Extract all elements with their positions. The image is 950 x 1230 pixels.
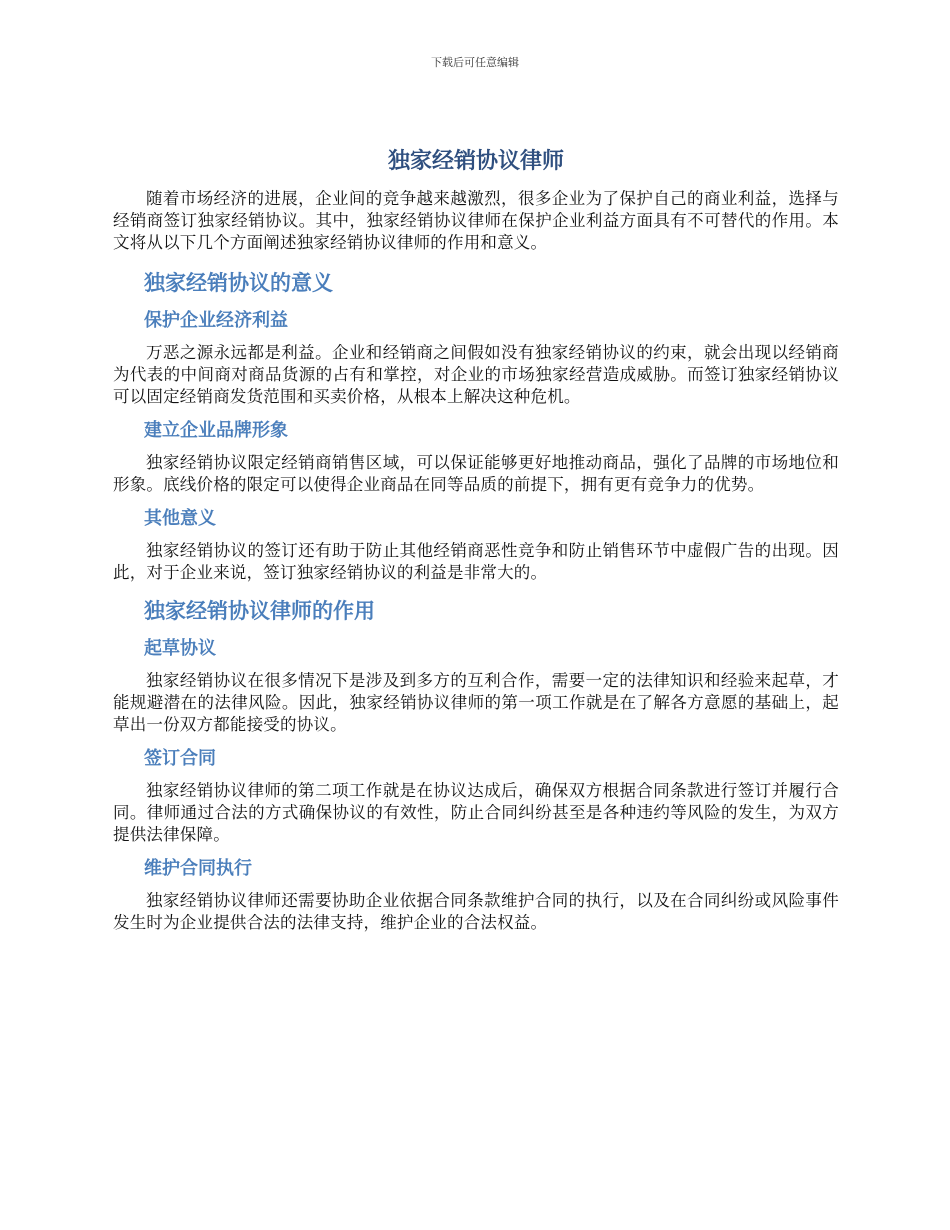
subsection-heading: 起草协议: [144, 638, 216, 659]
intro-paragraph: 随着市场经济的进展，企业间的竞争越来越激烈，很多企业为了保护自己的商业利益，选择与经销商签订独家经销协议。其中，独家经销协议律师在保护企业利益方面具有不可替代的作用。本文将从以下几个方面阐述独家经销协议律师的作用和意义。: [113, 189, 839, 252]
header-note: 下载后可任意编辑: [431, 56, 519, 69]
body-paragraph: 独家经销协议律师还需要协助企业依据合同条款维护合同的执行，以及在合同纠纷或风险事件发生时为企业提供合法的法律支持，维护企业的合法权益。: [113, 891, 839, 932]
subsection-heading: 建立企业品牌形象: [144, 420, 288, 441]
body-paragraph: 万恶之源永远都是利益。企业和经销商之间假如没有独家经销协议的约束，就会出现以经销商为代表的中间商对商品货源的占有和掌控，对企业的市场独家经营造成威胁。而签订独家经销协议可以固定经销商发货范围和买卖价格，从根本上解决这种危机。: [113, 343, 839, 406]
subsection-heading: 签订合同: [144, 748, 216, 769]
section-heading: 独家经销协议律师的作用: [144, 599, 375, 623]
document-title: 独家经销协议律师: [387, 149, 564, 174]
document-body: [113, 146, 839, 934]
body-paragraph: 独家经销协议在很多情况下是涉及到多方的互利合作，需要一定的法律知识和经验来起草，才能规避潜在的法律风险。因此，独家经销协议律师的第一项工作就是在了解各方意愿的基础上，起草出一份双方都能接受的协议。: [113, 671, 839, 734]
subsection-heading: 保护企业经济利益: [144, 310, 288, 331]
body-paragraph: 独家经销协议的签订还有助于防止其他经销商恶性竞争和防止销售环节中虚假广告的出现。因此，对于企业来说，签订独家经销协议的利益是非常大的。: [113, 541, 839, 582]
section-heading: 独家经销协议的意义: [144, 271, 333, 295]
subsection-heading: 其他意义: [144, 508, 216, 529]
body-paragraph: 独家经销协议律师的第二项工作就是在协议达成后，确保双方根据合同条款进行签订并履行合同。律师通过合法的方式确保协议的有效性，防止合同纠纷甚至是各种违约等风险的发生，为双方提供法律保障。: [113, 781, 839, 844]
body-paragraph: 独家经销协议限定经销商销售区域，可以保证能够更好地推动商品，强化了品牌的市场地位和形象。底线价格的限定可以使得企业商品在同等品质的前提下，拥有更有竞争力的优势。: [113, 453, 839, 494]
subsection-heading: 维护合同执行: [144, 858, 252, 879]
